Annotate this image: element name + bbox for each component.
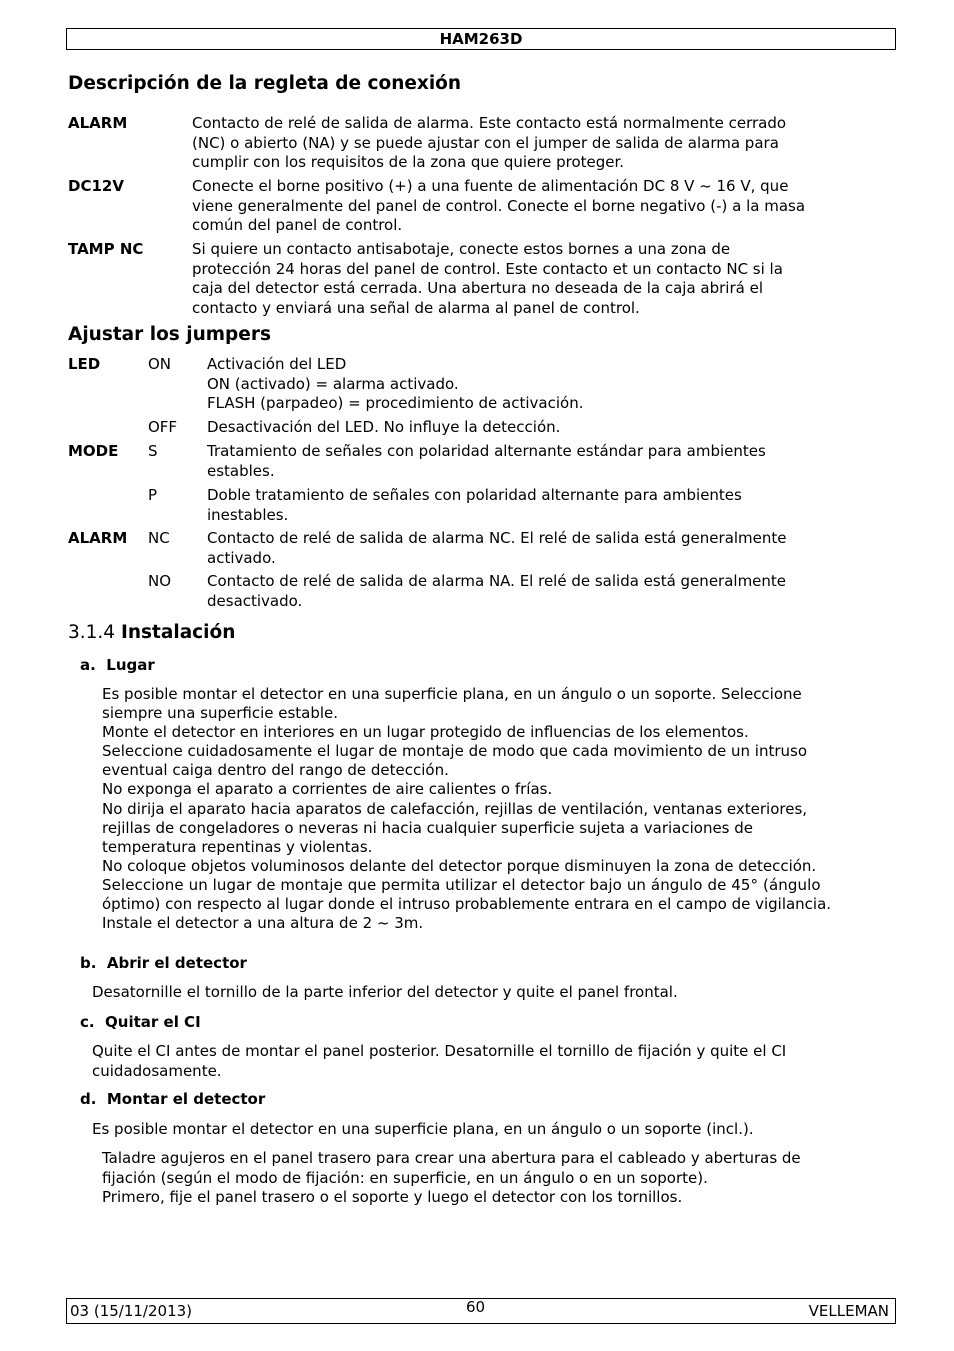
text-line: FLASH (parpadeo) = procedimiento de activación. — [207, 394, 584, 412]
text-line: desactivado. — [207, 591, 303, 610]
text-line: Seleccione cuidadosamente el lugar de montaje de modo que cada movimiento de un intruso — [102, 742, 808, 761]
text-line: Monte el detector en interiores en un lugar protegido de influencias de los elementos. — [102, 723, 749, 742]
text-line: ON (activado) = alarma activado. — [207, 374, 459, 393]
text-line: cumplir con los requisitos de la zona que quiere proteger. — [192, 153, 625, 171]
text-line: estables. — [207, 461, 275, 480]
text-line: Instale el detector a una altura de 2 ~ 3m. — [102, 914, 424, 933]
row-label-tamp-nc: TAMP NC — [68, 240, 144, 258]
text-line: No exponga el aparato a corrientes de aire calientes o frías. — [102, 780, 553, 799]
text-line: óptimo) con respecto al lugar donde el intruso probablemente entrara en el campo de vigilancia. — [102, 895, 832, 914]
row-text-tamp-nc — [192, 240, 862, 318]
jumper-text-alarm-no — [207, 572, 855, 611]
jumper-text-alarm-nc — [207, 529, 855, 568]
paragraph-lugar — [102, 685, 892, 933]
text-line: Desatornille el tornillo de la parte inferior del detector y quite el panel frontal. — [92, 983, 678, 1001]
text-line: temperatura repentinas y violentas. — [102, 837, 373, 856]
section-title-installation — [68, 622, 235, 643]
text-line-justified: Doble tratamiento de señales con polaridad alternante para ambientes — [207, 486, 742, 504]
document-footer — [66, 1298, 896, 1324]
jumper-text-mode-p — [207, 486, 855, 525]
section-title-jumpers: Ajustar los jumpers — [68, 324, 271, 345]
text-line: No dirija el aparato hacia aparatos de calefacción, rejillas de ventilación, ventanas exteriores, — [102, 799, 808, 818]
jumper-text-led-off — [207, 418, 855, 438]
jumper-label-mode: MODE — [68, 442, 119, 460]
text-line: cuidadosamente. — [92, 1061, 222, 1080]
text-line: Es posible montar el detector en una superficie plana, en un ángulo o un soporte (incl.). — [92, 1120, 754, 1138]
model-title: HAM263D — [439, 30, 523, 48]
text-line: Contacto de relé de salida de alarma. Este contacto está normalmente cerrado — [192, 114, 787, 132]
section-number: 3.1.4 — [68, 622, 116, 643]
subheading-quitar: c. Quitar el CI — [80, 1013, 201, 1031]
text-line: Tratamiento de señales con polaridad alternante estándar para ambientes — [207, 442, 766, 460]
text-line: común del panel de control. — [192, 216, 403, 234]
text-line: Contacto de relé de salida de alarma NC. El relé de salida está generalmente — [207, 529, 787, 547]
jumper-setting-nc: NC — [148, 529, 170, 547]
text-line-justified: Contacto de relé de salida de alarma NA. El relé de salida está generalmente — [207, 572, 787, 590]
text-line: Si quiere un contacto antisabotaje, conecte estos bornes a una zona de — [192, 240, 731, 258]
text-line: inestables. — [207, 505, 289, 524]
text-line: caja del detector está cerrada. Una abertura no deseada de la caja abrirá el — [192, 279, 763, 297]
text-line: activado. — [207, 548, 276, 567]
paragraph-montar — [102, 1149, 801, 1208]
text-line: fijación (según el modo de fijación: en superficie, en un ángulo o en un soporte). — [102, 1168, 708, 1187]
row-text-dc12v — [192, 177, 862, 236]
jumper-text-mode-s — [207, 442, 855, 481]
footer-brand: VELLEMAN — [808, 1302, 889, 1320]
text-line: rejillas de congeladores o neveras ni hacia cualquier superficie sujeta a variaciones de — [102, 818, 754, 837]
jumper-text-led-on — [207, 355, 855, 414]
jumper-setting-off: OFF — [148, 418, 178, 436]
row-label-alarm: ALARM — [68, 114, 128, 132]
text-line: viene generalmente del panel de control. Conecte el borne negativo (-) a la masa — [192, 196, 806, 215]
subheading-abrir: b. Abrir el detector — [80, 954, 247, 972]
subheading-lugar: a. Lugar — [80, 656, 155, 674]
paragraph-quitar — [92, 1042, 786, 1081]
text-line: (NC) o abierto (NA) y se puede ajustar con el jumper de salida de alarma para — [192, 133, 779, 152]
section-title-connection: Descripción de la regleta de conexión — [68, 73, 462, 94]
text-line: eventual caiga dentro del rango de detección. — [102, 761, 449, 780]
jumper-setting-on: ON — [148, 355, 172, 373]
jumper-label-alarm: ALARM — [68, 529, 128, 547]
text-line: contacto y enviará una señal de alarma al panel de control. — [192, 298, 640, 317]
footer-version: 03 (15/11/2013) — [70, 1302, 193, 1320]
paragraph-montar-intro — [92, 1120, 754, 1140]
text-line: protección 24 horas del panel de control. Este contacto et un contacto NC si la — [192, 259, 783, 278]
row-text-alarm — [192, 114, 862, 173]
text-line: Quite el CI antes de montar el panel posterior. Desatornille el tornillo de fijación y quite el CI — [92, 1042, 787, 1060]
text-line: Conecte el borne positivo (+) a una fuente de alimentación DC 8 V ~ 16 V, que — [192, 177, 789, 195]
subheading-montar: d. Montar el detector — [80, 1090, 266, 1108]
text-line: Desactivación del LED. No influye la detección. — [207, 418, 561, 436]
paragraph-abrir — [92, 983, 678, 1003]
jumper-label-led: LED — [68, 355, 101, 373]
section-title: Instalación — [120, 622, 236, 643]
row-label-dc12v: DC12V — [68, 177, 124, 195]
text-line: Taladre agujeros en el panel trasero para crear una abertura para el cableado y aberturas de — [102, 1149, 801, 1167]
text-line: Activación del LED — [207, 355, 347, 373]
jumper-setting-s: S — [148, 442, 158, 460]
text-line: siempre una superficie estable. — [102, 704, 339, 723]
text-line: Es posible montar el detector en una superficie plana, en un ángulo o un soporte. Seleccione — [102, 685, 802, 703]
text-line-justified: Seleccione un lugar de montaje que permita utilizar el detector bajo un ángulo de 45° (ángulo — [102, 875, 821, 894]
document-header — [66, 28, 896, 50]
page-number: 60 — [466, 1298, 486, 1316]
jumper-setting-no: NO — [148, 572, 172, 590]
jumper-setting-p: P — [148, 486, 158, 504]
text-line: No coloque objetos voluminosos delante del detector porque disminuyen la zona de detección. — [102, 856, 817, 875]
text-line: Primero, fije el panel trasero o el soporte y luego el detector con los tornillos. — [102, 1188, 683, 1206]
